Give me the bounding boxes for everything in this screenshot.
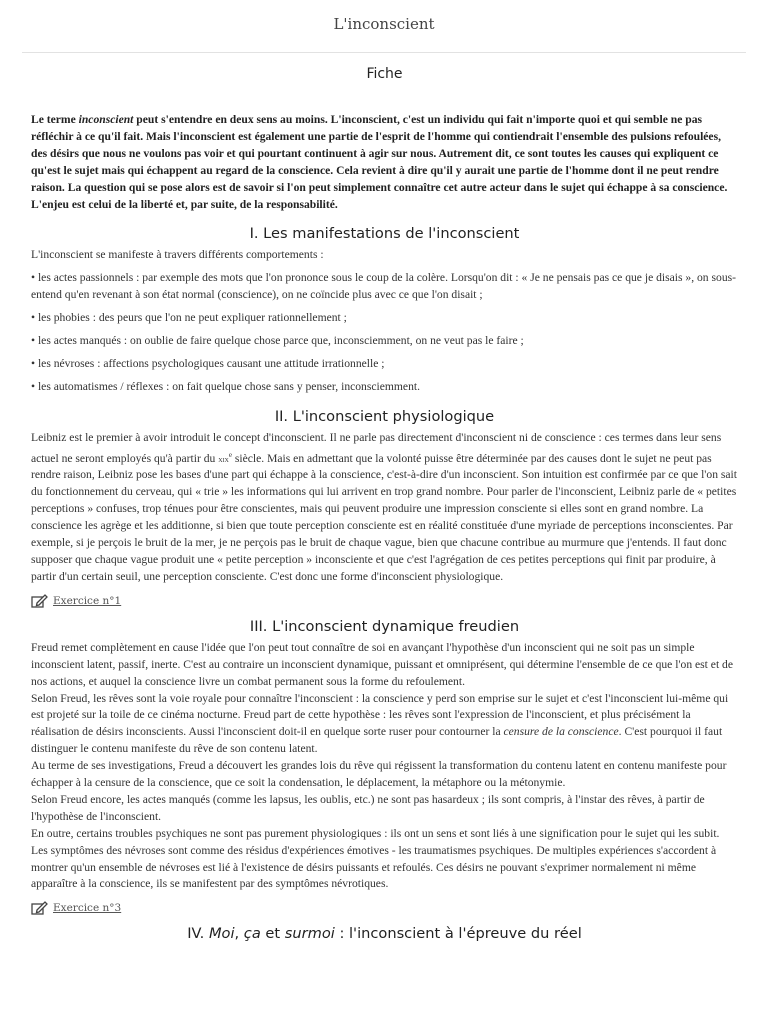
page-header [22, 0, 746, 53]
section-4-title [31, 925, 738, 942]
section-3-title: III. L'inconscient dynamique freudien [249, 617, 520, 635]
list-item: • les actes passionnels : par exemple des mots que l'on prononce sous le coup de la colère. Lorsqu'on dit : « Je ne pensais pas ce que je disais », on sous-entend qu'en revenant à son état normal (conscience), on ne coïncide plus avec ce que l'on disait ; [31, 271, 736, 302]
exercise-1-link[interactable]: Exercice n°1 [53, 594, 122, 607]
section-4-title-part: : l'inconscient à l'épreuve du réel [334, 925, 582, 943]
section-2-text-a: Leibniz est le premier à avoir introduit le concept d'inconscient. Il ne parle pas directement d'inconscient ni de conscience : ces termes dans leur sens actuel ne seront employés qu'à partir du [31, 430, 722, 465]
section-3-text-2b: . C'est pourquoi il faut distinguer le contenu manifeste du rêve de son contenu latent. [31, 725, 723, 756]
section-1-list [31, 270, 738, 395]
section-4-title-part: , [234, 925, 244, 943]
section-2-paragraph [31, 430, 738, 586]
exercise-link-1-row [31, 594, 738, 608]
ca-emphasis: ça [243, 925, 261, 943]
section-1-lead: L'inconscient se manifeste à travers différents comportements : [31, 248, 324, 262]
intro-text-2: peut s'entendre en deux sens au moins. L'inconscient, c'est un individu qui fait n'importe quoi et qui semble ne pas réfléchir à ce qu'il fait. Mais l'inconscient est également une partie de l'esprit de l'homme qui contiendrait l'ensemble des pulsions refoulées, des désirs que nous ne voulons pas voir et qui pourtant continuent à agir sur nous. Autrement dit, ce sont toutes les causes qui expliquent ce qu'est le sujet mais qui échappent au regard de la conscience. Cela revient à dire qu'il y aurait une partie de l'homme dont il ne peut rendre raison. La question qui se pose alors est de savoir si l'on peut simplement connaître cet autre acteur dans le sujet qui échappe à sa conscience. L'enjeu est celui de la liberté et, par suite, de la responsabilité. [31, 113, 728, 211]
section-4-title-part: IV. [187, 925, 209, 943]
century-numeral: xix [218, 453, 229, 464]
section-2-text-b: siècle. Mais en admettant que la volonté puisse être déterminée par des causes dont le sujet ne peut pas rendre raison, Leibniz pose les bases d'une part qui échappe à la conscience, c'est-à-dire d'un inconscient. Son intuition est confirmée par ce que l'on sait du fonctionnement du cerveau, qui « trie » les informations qui lui arrivent en trop grand nombre. Pour parler de l'inconscient, Leibniz parle de « petites perceptions » confuses, trop ténues pour être conscientes, mais qui peuvent produire une impression consciente si elles sont en grand nombre. La conscience les agrège et les additionne, si bien que toute perception consciente est en réalité constituée d'une myriade de perceptions inconscientes. Par exemple, si je perçois le bruit de la mer, je ne perçois pas le bruit de chaque vague, bien que chacune contribue au murmure que j'entends. Il faut donc supposer que chaque vague produit une « petite perception » inconsciente et que c'est l'agrégation de ces petites perceptions qui finit par produire, à partir d'un certain seuil, une perception consciente. C'est donc une forme d'inconscient physiologique. [31, 451, 737, 583]
section-3-paragraph-1: Freud remet complètement en cause l'idée que l'on peut tout connaître de soi en avançant l'hypothèse d'un inconscient qui ne soit pas un simple inconscient latent, passif, inerte. C'est au contraire un inconscient dynamique, puissant et omniprésent, qui détermine l'ensemble de ce que l'on est et de nos actions, et auquel la conscience livre un combat permanent sous la forme du refoulement. [31, 640, 734, 688]
section-1-title: I. Les manifestations de l'inconscient [249, 225, 520, 243]
intro-text-1: Le terme [31, 113, 79, 126]
section-3-paragraph-4: Selon Freud encore, les actes manqués (comme les lapsus, les oublis, etc.) ne sont pas hasardeux ; ils sont compris, à l'instar des rêves, à partir de l'hypothèse de l'inconscient. [31, 792, 705, 823]
section-3-text-2a: Selon Freud, les rêves sont la voie royale pour connaître l'inconscient : la conscience y perd son emprise sur le sujet et c'est l'inconscient lui-même qui est projeté sur la toile de ce cinéma nocturne. Freud part de cette hypothèse : les rêves sont l'expression de l'inconscient, et plus précisément la réalisation de désirs inconscients. Aussi l'inconscient doit-il en quelque sorte ruser pour contourner la [31, 691, 729, 739]
intro-emphasis: inconscient [78, 113, 134, 126]
edit-icon[interactable] [31, 594, 49, 608]
edit-icon[interactable] [31, 901, 49, 915]
exercise-3-link[interactable]: Exercice n°3 [53, 902, 122, 915]
page-title: L'inconscient [333, 15, 435, 33]
exercise-link-3-row [31, 901, 738, 915]
section-3-paragraph-3: Au terme de ses investigations, Freud a découvert les grandes lois du rêve qui régissent la transformation du contenu latent en contenu manifeste pour échapper à la censure de la conscience, que ce soit la condensation, le déplacement, la métaphore ou la métonymie. [31, 759, 727, 790]
censure-emphasis: censure de la conscience [503, 725, 619, 739]
intro-paragraph [31, 112, 738, 213]
moi-emphasis: Moi [208, 925, 235, 943]
surmoi-emphasis: surmoi [284, 925, 335, 943]
list-item: • les automatismes / réflexes : on fait quelque chose sans y penser, inconsciemment. [31, 379, 420, 393]
list-item: • les névroses : affections psychologiques causant une attitude irrationnelle ; [31, 356, 385, 370]
section-2-title: II. L'inconscient physiologique [274, 407, 495, 425]
century-superscript: e [228, 450, 232, 459]
section-3-paragraph-2 [31, 691, 738, 759]
list-item: • les actes manqués : on oublie de faire quelque chose parce que, inconsciemment, on ne veut pas le faire ; [31, 334, 524, 348]
main-content [0, 66, 768, 942]
list-item: • les phobies : des peurs que l'on ne peut expliquer rationnellement ; [31, 311, 347, 325]
section-3-paragraph-5: En outre, certains troubles psychiques ne sont pas purement physiologiques : ils ont un sens et sont liés à une signification pour le sujet qui les subit. Les symptômes des névroses sont comme des résidus d'expériences émotives - les traumatismes psychiques. De multiples expériences s'accordent à montrer qu'un ensemble de névroses est lié à l'existence de désirs puissants et refoulés. Ces désirs ne pouvant s'exprimer normalement ni même apparaître à la conscience, ils se manifestent par des symptômes névrotiques. [31, 826, 720, 891]
fiche-heading: Fiche [366, 66, 403, 82]
section-4-title-part: et [260, 925, 285, 943]
